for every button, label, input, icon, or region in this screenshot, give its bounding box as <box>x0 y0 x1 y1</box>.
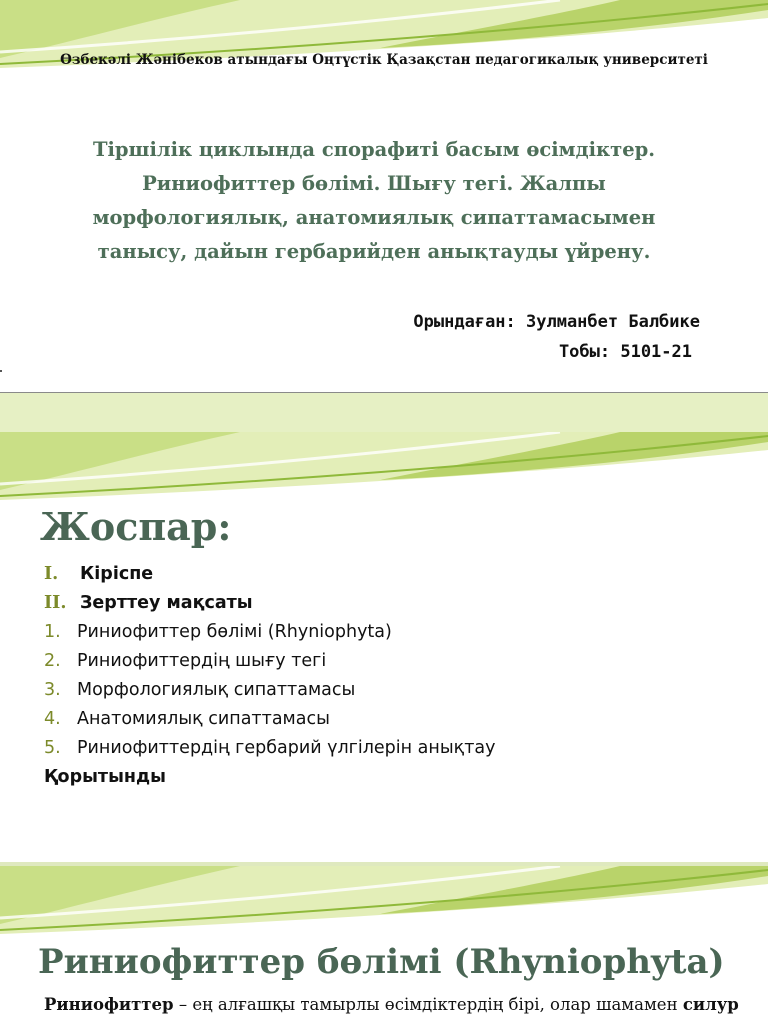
author-block <box>413 307 700 367</box>
plan-list <box>44 560 496 792</box>
slide-gap <box>0 392 768 433</box>
marker-dot <box>0 370 2 372</box>
list-item: 2. Риниофиттердің шығу тегі <box>44 651 327 671</box>
leaf-swoosh-decoration <box>0 432 768 512</box>
list-item: II. Зерттеу мақсаты <box>44 593 253 613</box>
conclusion-item: Қорытынды <box>44 767 166 787</box>
body-paragraph <box>44 994 739 1016</box>
university-name: Өзбекәлі Жәнібеков атындағы Оңтүстік Қазақстан педагогикалық университеті <box>60 52 708 68</box>
slide-title <box>0 0 768 392</box>
term: Риниофиттер <box>44 995 174 1014</box>
list-item: 3. Морфологиялық сипаттамасы <box>44 680 356 700</box>
bold-term: силур <box>682 995 739 1014</box>
plan-heading: Жоспар: <box>40 504 232 549</box>
list-item: 5. Риниофиттердің гербарий үлгілерін анықтау <box>44 738 496 758</box>
leaf-swoosh-decoration <box>0 0 768 80</box>
body-text: – ең алғашқы тамырлы өсімдіктердің бірі, олар шамамен <box>173 995 683 1014</box>
slide-plan <box>0 432 768 862</box>
section-heading: Риниофиттер бөлімі (Rhyniophyta) <box>38 942 725 982</box>
list-item: 1. Риниофиттер бөлімі (Rhyniophyta) <box>44 622 392 642</box>
list-item: I. Кіріспе <box>44 564 154 584</box>
group-number: Тобы: 5101-21 <box>558 342 692 362</box>
slide-title-text: Тіршілік циклында спорафиті басым өсімдіктер. Риниофиттер бөлімі. Шығу тегі. Жалпы морфологиялық, анатомиялық сипаттамасымен танысу, дайын гербарийден анықтауды үйрену. <box>92 138 656 263</box>
list-item: 4. Анатомиялық сипаттамасы <box>44 709 330 729</box>
author-name: Орындаған: Зулманбет Балбике <box>413 312 700 332</box>
slide-rhyniophyta <box>0 866 768 1024</box>
leaf-swoosh-decoration <box>0 866 768 946</box>
